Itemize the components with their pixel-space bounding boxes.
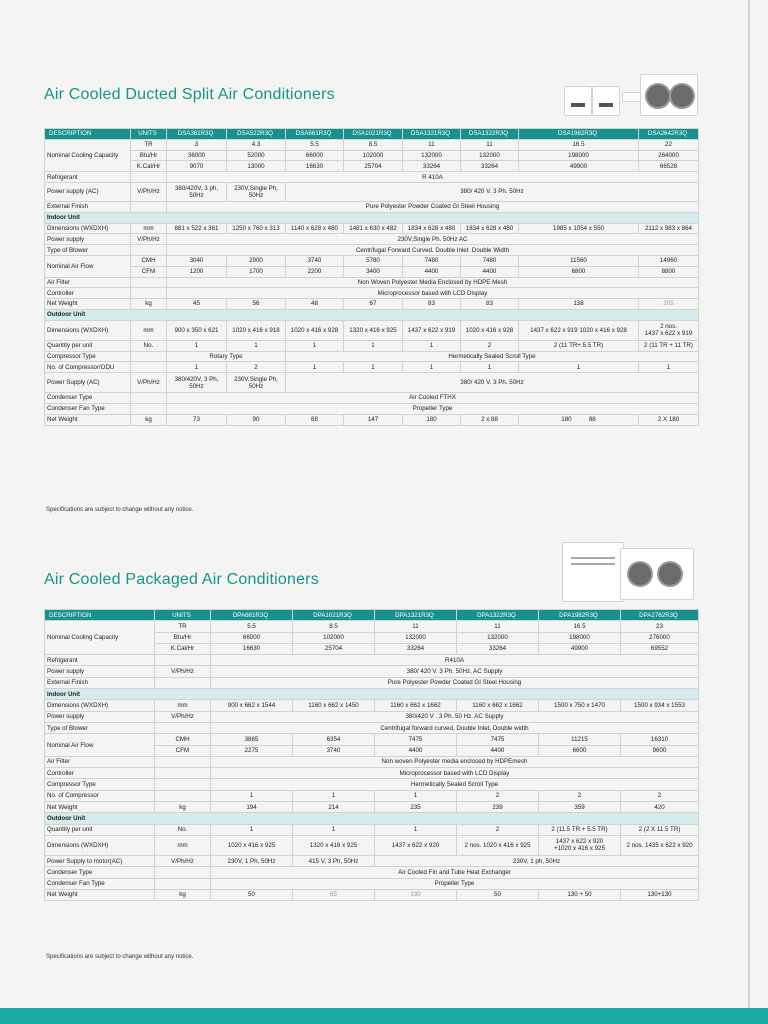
table-row: Btu/Hr 36000 52000 66000 102000 132000 132000 198000 264000 bbox=[45, 150, 699, 161]
section1-title: Air Cooled Ducted Split Air Conditioners bbox=[44, 86, 335, 103]
table-row: Dimensions (WXDXH) mm 1020 x 416 x 925 1320 x 416 x 925 1437 x 622 x 920 2 nos. 1020 x 416 x 925 1437 x 622 x 920 +1020 x 416 x 925 2 nos. 1435 x 622 x 920 bbox=[45, 835, 699, 855]
table-row: Type of Blower Centrifugal Forward Curved. Double Inlet. Double Width bbox=[45, 245, 699, 256]
section-row-indoor: Indoor Unit bbox=[45, 212, 699, 223]
table-row: Net Weight kg 73 90 88 147 180 2 x 88 180 88 2 X 180 bbox=[45, 414, 699, 425]
table-row: Condenser Type Air Cooled FTHX bbox=[45, 393, 699, 404]
table-row: Controller Microprocessor based with LCD Display bbox=[45, 288, 699, 299]
table-row: K.Cal/Hr 9070 13000 16630 25704 33264 33264 49900 66528 bbox=[45, 161, 699, 172]
section2-title: Air Cooled Packaged Air Conditioners bbox=[44, 571, 319, 588]
table-header-row: DESCRIPTION UNITS DSA361R3Q DSA522R3Q DSA661R3Q DSA1021R3Q DSA1321R3Q DSA1322R3Q DSA1982R3Q DSA2642R3Q bbox=[45, 129, 699, 140]
table-row: Condenser Fan Type Propeller Type bbox=[45, 878, 699, 889]
table-row: Net Weight kg 45 56 48 67 83 83 138 205 bbox=[45, 299, 699, 310]
table-row: Air Filter Non Woven Polyester Media Enclosed by HDPE Mesh bbox=[45, 277, 699, 288]
table-row: Dimensions (WXDXH) mm 900 x 350 x 621 1020 x 416 x 918 1020 x 416 x 928 1320 x 416 x 925 1437 x 622 x 919 1020 x 416 x 928 1437 x 622 x 919 1020 x 416 x 928 2 nos. 1437 x 622 x 919 bbox=[45, 320, 699, 340]
table-row: Power supply (AC) V/Ph/Hz 380/420V, 3 ph, 50Hz 230V,Single Ph, 50Hz 380/ 420 V. 3 Ph. 50Hz bbox=[45, 182, 699, 201]
table-row: Refrigerant R410A bbox=[45, 655, 699, 666]
table-row: Air Filter Non woven Polyester media enclosed by HDPEmesh bbox=[45, 756, 699, 767]
table-row: Power supply V/Ph/Hz 230V,Single Ph. 50Hz AC bbox=[45, 234, 699, 245]
ducted-product-image bbox=[562, 72, 702, 120]
table-row: External Finish Pure Polyester Powder Coated GI Steel Housing bbox=[45, 201, 699, 212]
table-row: Nominal Cooling Capacity TR 5.5 8.5 11 11 16.5 23 bbox=[45, 621, 699, 632]
table-row: Quantity per unit No. 1 1 1 1 1 2 2 (11 TR+ 5.5 TR) 2 (11 TR + 11 TR) bbox=[45, 340, 699, 351]
table-row: Controller Microprocessor based with LCD Display bbox=[45, 768, 699, 779]
table-row: External Finish Pure Polyester Powder Coated GI Steel Housing bbox=[45, 677, 699, 688]
table-row: Compressor Type Rotary Type Hermetically Sealed Scroll Type bbox=[45, 351, 699, 362]
table-row: No. of Compressor/ODU 1 2 1 1 1 1 1 1 bbox=[45, 362, 699, 373]
table-row: Btu/Hr 66000 102000 132000 132000 198000 276000 bbox=[45, 632, 699, 643]
table-row: Condenser Type Air Cooled Fin and Tube Heat Exchanger bbox=[45, 867, 699, 878]
packaged-product-image bbox=[560, 536, 700, 604]
table-row: Power Supply to motor(AC) V/Ph/Hz 230V, 1 Ph, 50Hz 415 V, 3 Ph, 50Hz 230V, 1 ph, 50Hz bbox=[45, 855, 699, 866]
table-row: Power supply V/Ph/Hz 380/ 420 V. 3 Ph. 50Hz, AC Supply bbox=[45, 666, 699, 677]
table-header-row: DESCRIPTION UNITS DPA661R3Q DPA1021R3Q DPA1321R3Q DPA1322R3Q DPA1982R3Q DPA2762R3Q bbox=[45, 610, 699, 621]
table-row: Power supply V/Ph/Hz 380/420 V . 3 Ph. 50 Hz. AC Supply bbox=[45, 711, 699, 722]
table-row: Quantity per unit No. 1 1 1 2 2 (11.5 TR + 5.5 TR) 2 (2 X 11.5 TR) bbox=[45, 824, 699, 835]
section-row-outdoor: Outdoor Unit bbox=[45, 309, 699, 320]
table-row: CFM 2275 3740 4400 4400 6600 9600 bbox=[45, 745, 699, 756]
table-row: Nominal Air Flow CMH 3865 6354 7475 7475 11215 16310 bbox=[45, 734, 699, 745]
table-row: Power Supply (AC) V/Ph/Hz 380/420V, 3 Ph, 50Hz 230V,Single Ph, 50Hz 380/ 420 V. 3 Ph. 50Hz bbox=[45, 373, 699, 393]
table-row: Condenser Fan Type Propeller Type bbox=[45, 403, 699, 414]
table-row: K.Cal/Hr 16630 25704 33264 33264 49900 69552 bbox=[45, 643, 699, 654]
table-row: Compressor Type Hermetically Sealed Scroll Type bbox=[45, 779, 699, 790]
table-row: Nominal Cooling Capacity TR 3 4.3 5.5 8.5 11 11 16.5 22 bbox=[45, 139, 699, 150]
page-edge-line bbox=[748, 0, 750, 1024]
table-row: Net Weight kg 50 65 130 50 130 + 50 130+130 bbox=[45, 889, 699, 900]
section-row-outdoor: Outdoor Unit bbox=[45, 813, 699, 824]
section2-note: Specifications are subject to change without any notice. bbox=[46, 954, 194, 960]
table-row: Refrigerant R 410A bbox=[45, 172, 699, 183]
section-row-indoor: Indoor Unit bbox=[45, 689, 699, 700]
table-row: Type of Blower Centrifugal forward curved, Double Inlet, Double width bbox=[45, 722, 699, 733]
section1-note: Specifications are subject to change without any notice. bbox=[46, 507, 194, 513]
footer-bar bbox=[0, 1008, 768, 1024]
table-row: Nominal Air Flow CMH 3040 2900 3740 5780 7480 7480 11560 14960 bbox=[45, 255, 699, 266]
table-row: No. of Compressor 1 1 1 2 2 2 bbox=[45, 790, 699, 801]
ducted-spec-table bbox=[44, 128, 699, 426]
table-row: Net Weight kg 194 214 235 239 359 420 bbox=[45, 802, 699, 813]
table-row: CFM 1200 1700 2200 3400 4400 4400 6800 8800 bbox=[45, 266, 699, 277]
table-row: Dimensions (WXDXH) mm 881 x 522 x 361 1250 x 760 x 313 1140 x 628 x 480 1481 x 630 x 482 1834 x 628 x 480 1834 x 628 x 480 1985 x 1054 x 550 2112 x 983 x 864 bbox=[45, 223, 699, 234]
table-row: Dimensions (WXDXH) mm 900 x 662 x 1544 1160 x 662 x 1450 1160 x 662 x 1662 1160 x 662 x 1662 1500 x 750 x 1470 1500 x 934 x 1553 bbox=[45, 700, 699, 711]
packaged-spec-table bbox=[44, 609, 699, 901]
